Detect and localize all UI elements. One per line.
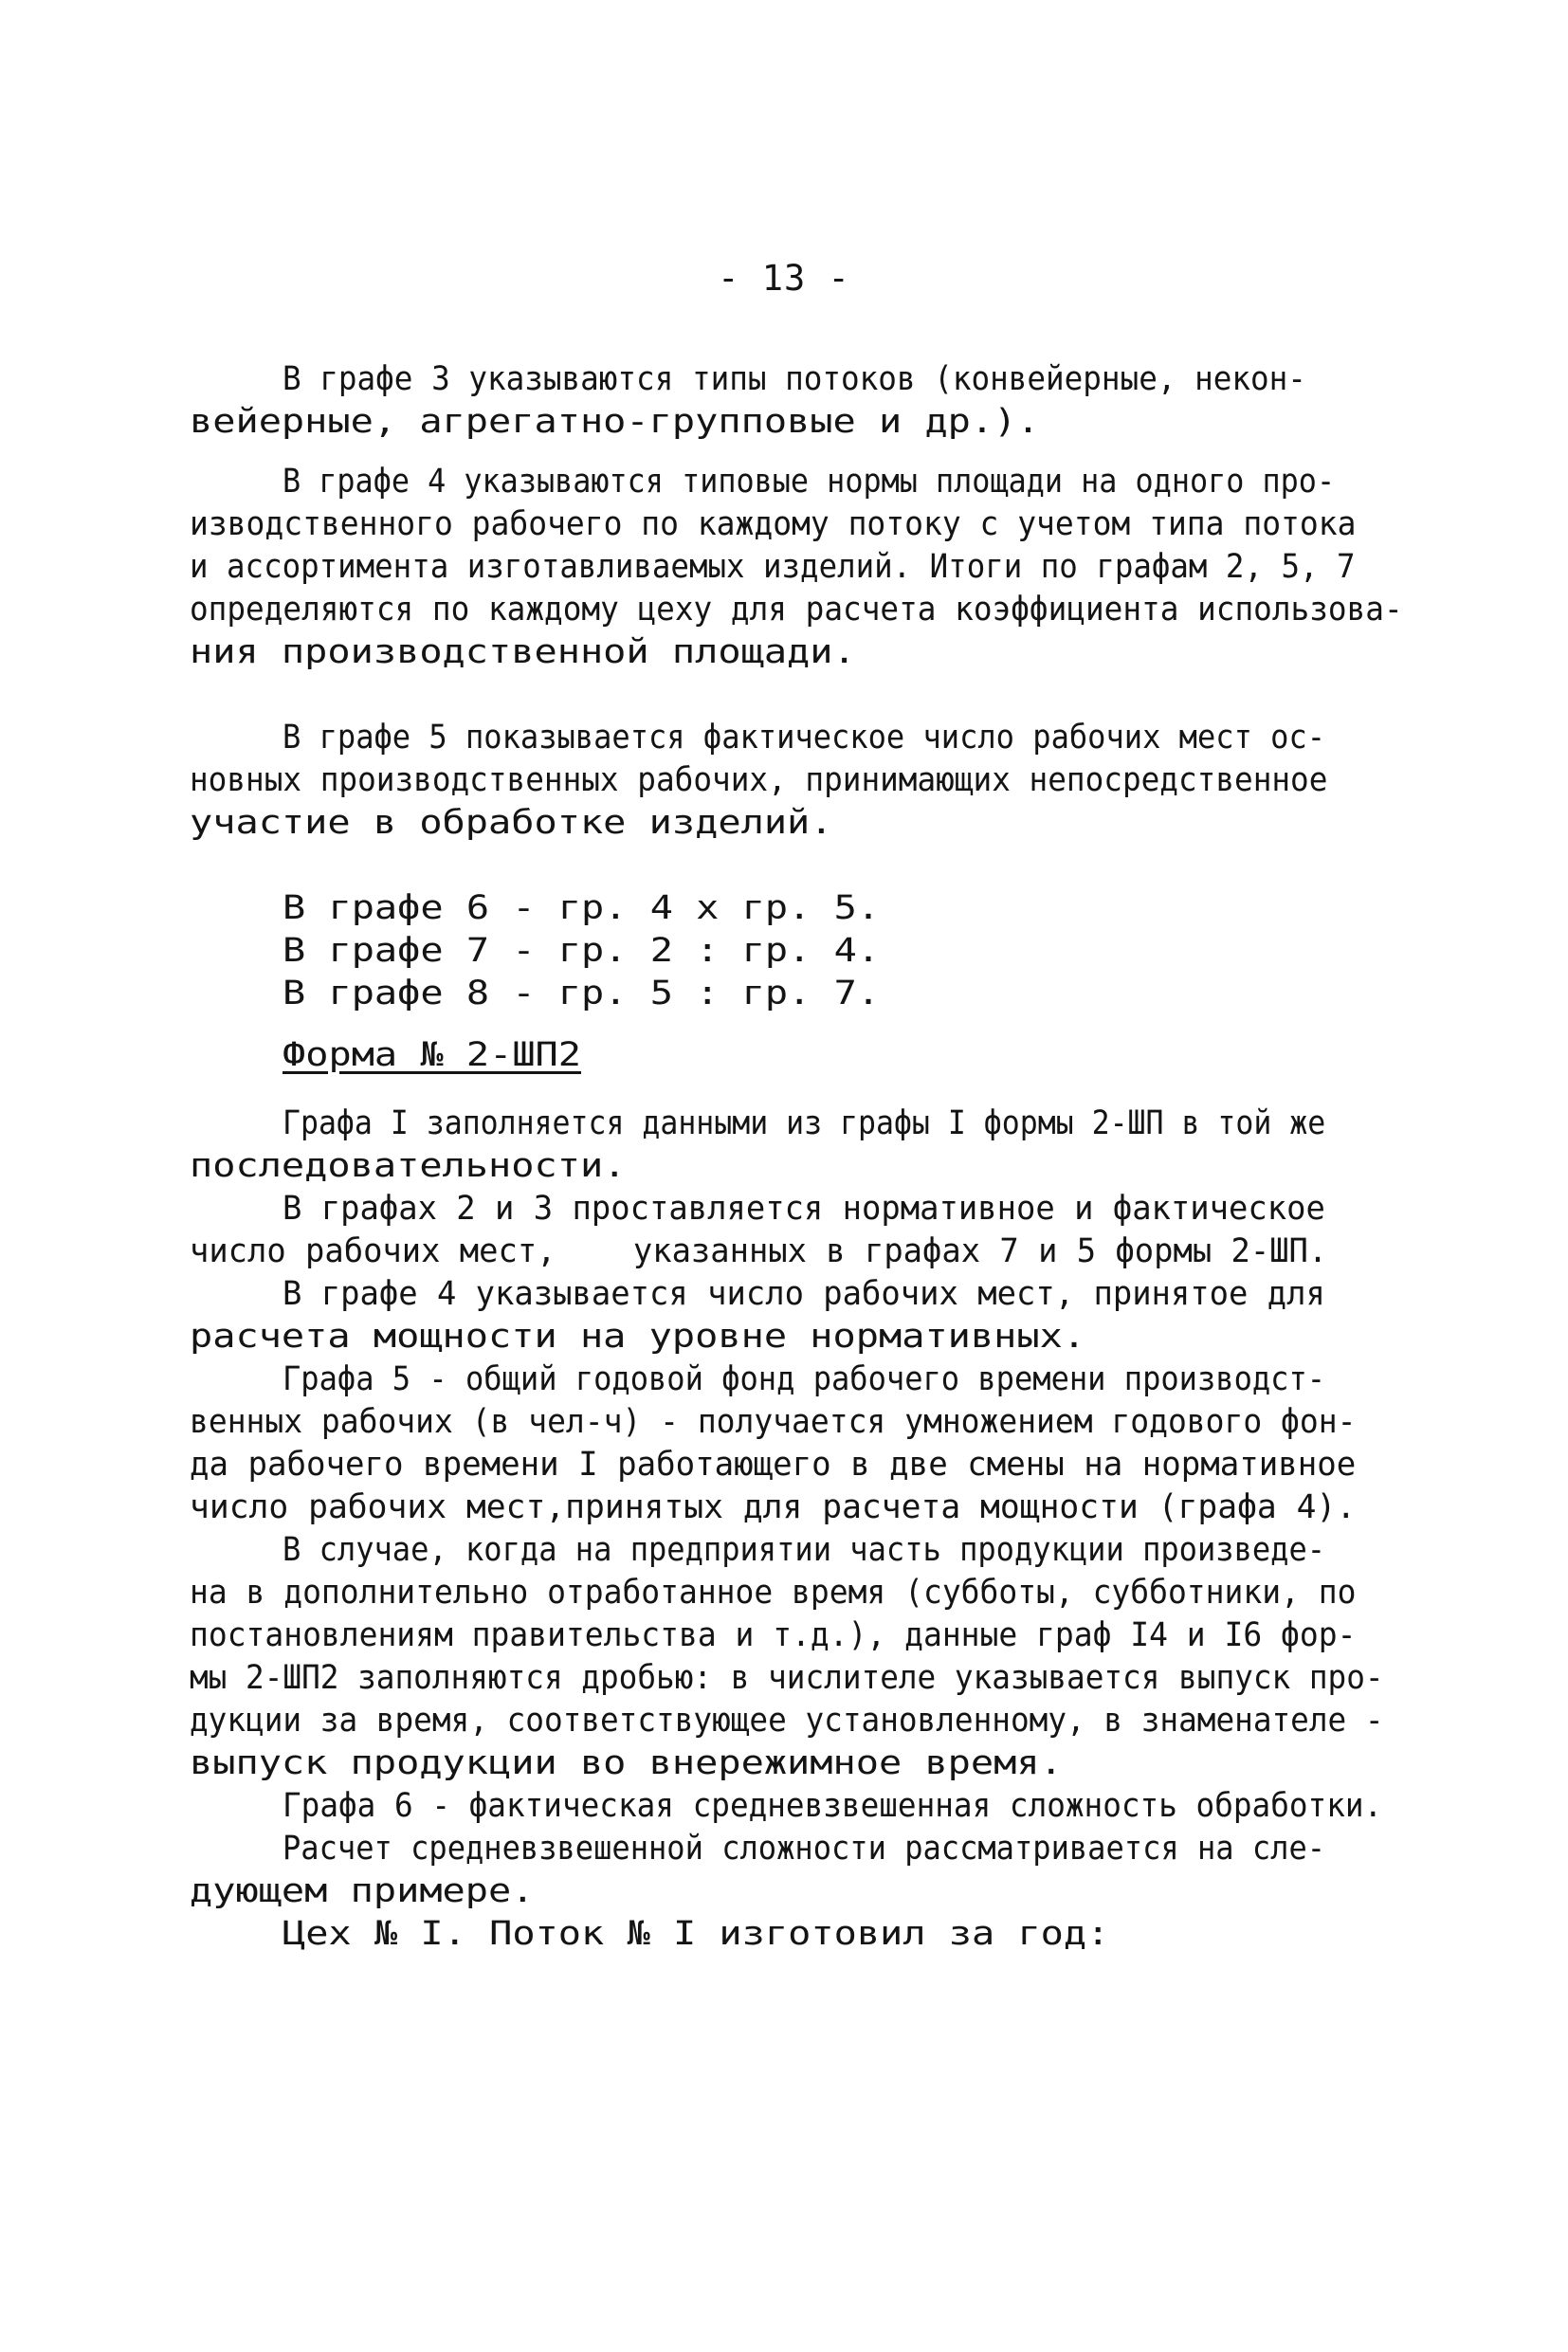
paragraph-line: расчета мощности на уровне нормативных. <box>190 1318 1086 1356</box>
paragraph-line: Расчет средневзвешенной сложности рассматривается на сле- <box>283 1830 1326 1868</box>
paragraph-line: и ассортимента изготавливаемых изделий. Итоги по графам 2, 5, 7 <box>190 548 1356 586</box>
paragraph-line: определяются по каждому цеху для расчета коэффициента использова- <box>190 591 1403 629</box>
paragraph-line: Графа 6 - фактическая средневзвешенная сложность обработки. <box>283 1787 1383 1825</box>
paragraph-line: В графах 2 и 3 проставляется нормативное и фактическое <box>283 1190 1325 1228</box>
paragraph-line: да рабочего времени I работающего в две смены на нормативное <box>190 1446 1357 1484</box>
form-heading: Форма № 2-ШП2 <box>283 1036 582 1074</box>
paragraph-line: новных производственных рабочих, принимающих непосредственное <box>190 761 1328 799</box>
paragraph-line: Графа I заполняется данными из графы I формы 2-ШП в той же <box>283 1104 1326 1142</box>
paragraph-line: В графе 3 указываются типы потоков (конвейерные, некон- <box>283 360 1306 398</box>
paragraph-line: вейерные, агрегатно-групповые и др.). <box>190 403 1040 441</box>
formula-line: В графе 7 - гр. 2 : гр. 4. <box>283 932 881 970</box>
paragraph-line: мы 2-ШП2 заполняются дробью: в числителе указывается выпуск про- <box>190 1659 1384 1697</box>
paragraph-line: ния производственной площади. <box>190 633 856 671</box>
formula-line: В графе 8 - гр. 5 : гр. 7. <box>283 975 881 1012</box>
paragraph-line: число рабочих мест,принятых для расчета мощности (графа 4). <box>190 1488 1357 1526</box>
paragraph-line: на в дополнительно отработанное время (субботы, субботники, по <box>190 1574 1357 1612</box>
paragraph-line: дукции за время, соответствующее установленному, в знаменателе - <box>190 1702 1384 1740</box>
paragraph-line: последовательности. <box>190 1147 627 1185</box>
paragraph-line: число рабочих мест, указанных в графах 7 и 5 формы 2-ШП. <box>190 1232 1328 1270</box>
paragraph-line: В графе 5 показывается фактическое число рабочих мест ос- <box>283 719 1326 757</box>
paragraph-line: выпуск продукции во внережимное время. <box>190 1744 1063 1782</box>
paragraph-line: дующем примере. <box>190 1872 535 1910</box>
paragraph-line: Цех № I. Поток № I изготовил за год: <box>283 1915 1110 1953</box>
paragraph-line: Графа 5 - общий годовой фонд рабочего времени производст- <box>283 1360 1326 1398</box>
paragraph-line: участие в обработке изделий. <box>190 804 833 842</box>
paragraph-line: изводственного рабочего по каждому потоку с учетом типа потока <box>190 505 1357 543</box>
page-number: - 13 - <box>718 258 850 299</box>
formula-line: В графе 6 - гр. 4 х гр. 5. <box>283 889 881 927</box>
paragraph-line: В графе 4 указывается число рабочих мест, принятое для <box>283 1275 1325 1313</box>
paragraph-line: венных рабочих (в чел-ч) - получается умножением годового фон- <box>190 1403 1357 1441</box>
paragraph-line: В случае, когда на предприятии часть продукции произведе- <box>283 1531 1326 1569</box>
paragraph-line: постановлениям правительства и т.д.), данные граф I4 и I6 фор- <box>190 1616 1357 1654</box>
paragraph-line: В графе 4 указываются типовые нормы площади на одного про- <box>283 463 1336 501</box>
